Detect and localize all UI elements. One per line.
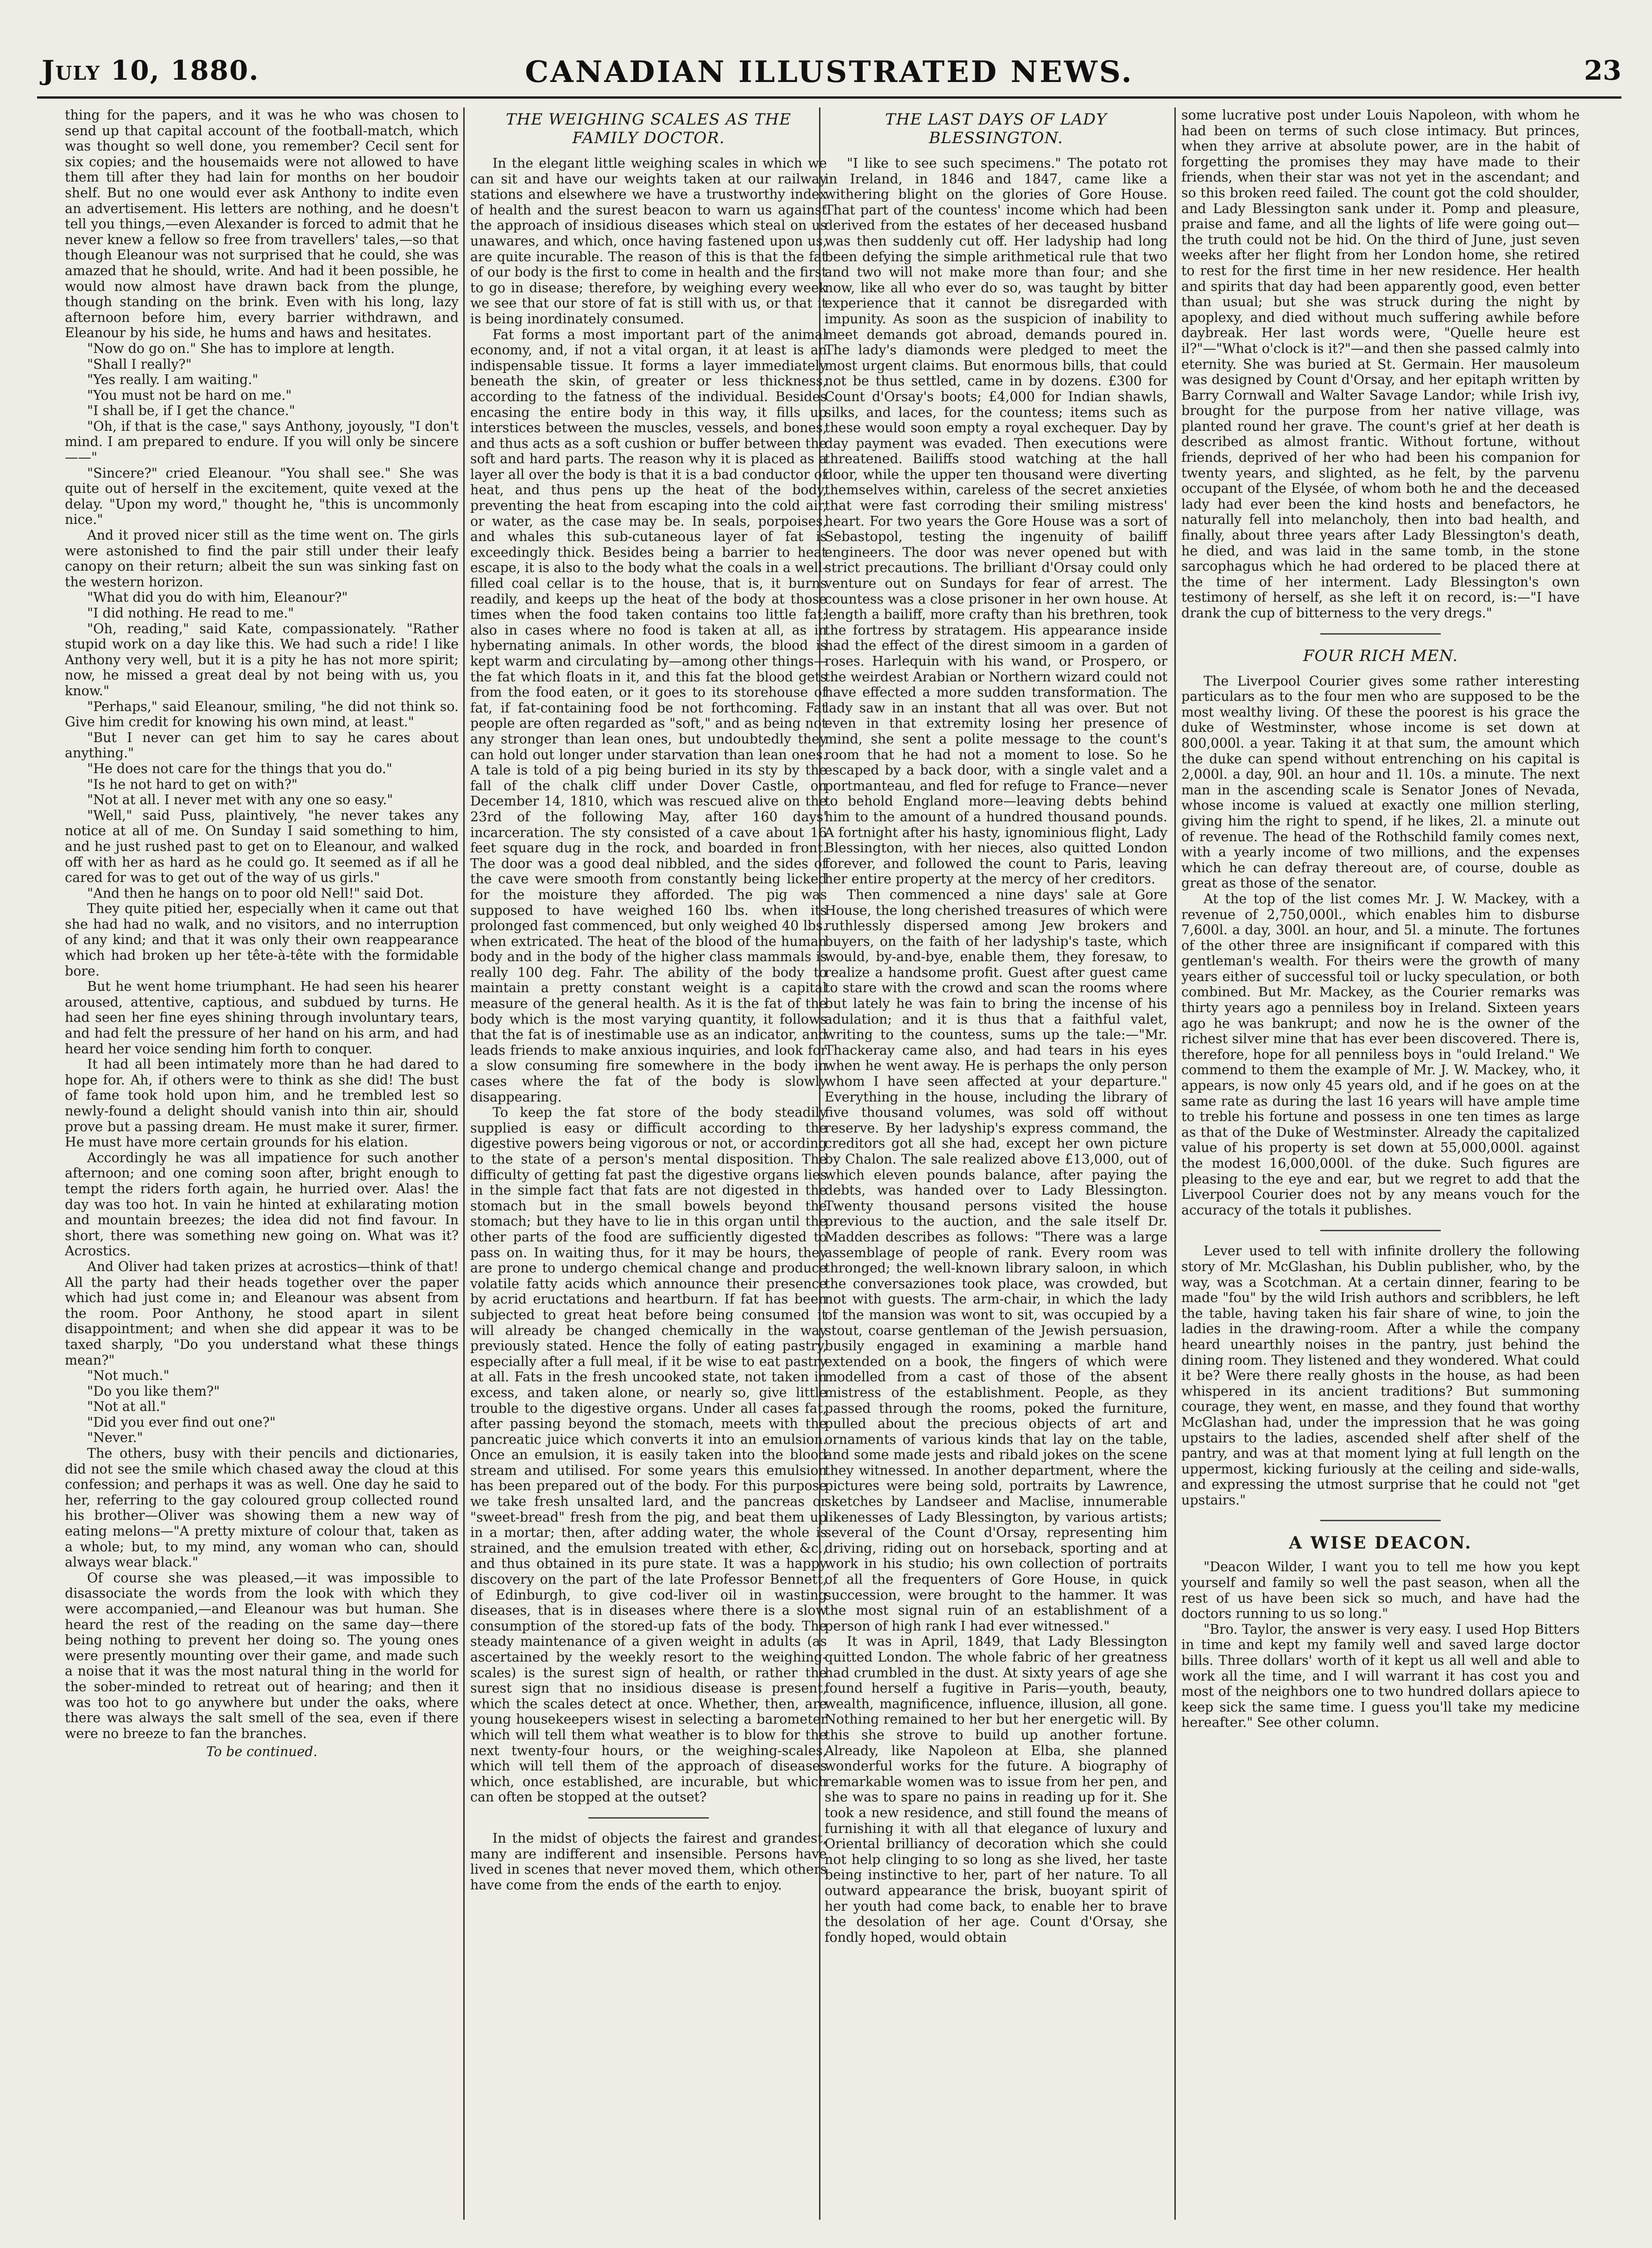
paragraph: "Oh, reading," said Kate, compassionately. "Rather stupid work on a day like this. We had such a ride! I like Anthony very well, but it is a pity he has not more spirit; now, he missed a great deal by not being with us, you know." xyxy=(65,621,459,699)
column-weighing-scales xyxy=(470,107,827,2220)
article-heading: THE LAST DAYS OF LADY BLESSINGTON. xyxy=(885,110,1107,147)
paragraph: "Oh, if that is the case," says Anthony, joyously, "I don't mind. I am prepared to endure. If you will only be sincere——" xyxy=(65,418,459,466)
paragraph: "I did nothing. He read to me." xyxy=(87,605,294,621)
paragraph: "Do you like them?" xyxy=(87,1383,220,1399)
paragraph: "Did you ever find out one?" xyxy=(87,1414,276,1430)
paragraph: "What did you do with him, Eleanour?" xyxy=(87,590,348,605)
paragraph: "Well," said Puss, plaintively, "he never takes any notice at all of me. On Sunday I said something to him, and he just rushed past to get on to Eleanour, and walked off with her as hard as he could go. It seemed as if all he cared for was to get out of the way of us girls." xyxy=(65,807,459,886)
paragraph: And Oliver had taken prizes at acrostics—think of that! All the party had their heads together over the paper which had just come in; and Eleanour was absent from the room. Poor Anthony, he stood apart in silent disappointment; and when she did appear it was to be taxed sharply, "Do you understand what these things mean?" xyxy=(65,1259,459,1368)
paragraph: And it proved nicer still as the time went on. The girls were astonished to find the pair still under their leafy canopy on their return; albeit the sun was sinking fast on the western horizon. xyxy=(65,528,459,590)
masthead xyxy=(37,41,1621,99)
paragraph: "He does not care for the things that you do." xyxy=(87,761,392,776)
article-heading: THE WEIGHING SCALES AS THE FAMILY DOCTOR. xyxy=(505,110,792,147)
paragraph: It had all been intimately more than he had dared to hope for. Ah, if others were to think as she did! The bust of fame took hold upon him, and he trembled lest so newly-found a delight should vanish into thin air, should prove but a passing dream. He must make it surer, firmer. He must have more certain grounds for his elation. xyxy=(65,1057,459,1150)
paragraph: "Is he not hard to get on with?" xyxy=(87,776,298,792)
paragraph: They quite pitied her, especially when it came out that she had had no walk, and no visitors, and no interruption of any kind; and that it was only their own reappearance which had broken up her tête-à-tête with the formidable bore. xyxy=(65,901,459,979)
paragraph: "But I never can get him to say he cares about anything." xyxy=(65,730,459,761)
paragraph: "Sincere?" cried Eleanour. "You shall see." She was quite out of herself in the excitement, quite vexed at the delay. "Upon my word," thought he, "this is uncommonly nice." xyxy=(65,465,459,528)
issue-date: July 10, 1880. xyxy=(42,55,259,86)
section-divider xyxy=(588,1817,709,1819)
paragraph: "Yes really. I am waiting." xyxy=(87,372,259,388)
paragraph: "I shall be, if I get the chance." xyxy=(87,403,295,419)
section-divider xyxy=(1320,633,1441,635)
paragraph: some lucrative post under Louis Napoleon, with whom he had been on terms of such close intimacy. But princes, when they arrive at absolute power, are in the habit of forgetting the promises they may have made to their friends, when their star was not yet in the ascendant; and so this broken reed failed. The count got the cold shoulder, and Lady Blessington sank under it. Pomp and pleasure, praise and fame, and all the lights of life were going out—the truth could not be hid. On the third of June, just seven weeks after her flight from her London home, she retired to rest for the first time in her new residence. Her health and spirits that day had been apparently good, even better than usual; but she was struck during the night by apoplexy, and died without much suffering awhile before daybreak. Her last words were, "Quelle heure est il?"—"What o'clock is it?"—and then she passed calmly into eternity. She was buried at St. Germain. Her mausoleum was designed by Count d'Orsay, and her epitaph written by Barry Cornwall and Walter Savage Landor; while Irish ivy, brought for the purpose from her native village, was planted round her grave. The count's grief at her death is described as almost frantic. Without fortune, without friends, deprived of her who had been his companion for twenty years, and slighted, as he felt, by the parvenu occupant of the Elysée, of whom both he and the deceased lady had ever been the kind hosts and benefactors, he naturally fell into melancholy, then into bad health, and finally, about three years after Lady Blessington's death, he died, and was laid in the same tomb, in the stone sarcophagus which he had ordered to be placed there at the time of her interment. Lady Blessington's own testimony of herself, as she left it on record, is:—"I have drank the cup of bitterness to the very dregs." xyxy=(1181,107,1580,621)
newspaper-title: CANADIAN ILLUSTRATED NEWS. xyxy=(525,55,1134,89)
paragraph: "Now do go on." She has to implore at length. xyxy=(87,340,395,356)
paragraph: "Perhaps," said Eleanour, smiling, "he did not think so. Give him credit for knowing his own mind, at least." xyxy=(65,699,459,730)
paragraph: It was in April, 1849, that Lady Blessington quitted London. The whole fabric of her greatness had crumbled in the dust. At sixty years of age she found herself a fugitive in Paris—youth, beauty, wealth, magnificence, influence, illusion, all gone. Nothing remained to her but her energetic will. By this she strove to build up another fortune. Already, like Napoleon at Elba, she planned wonderful works for the future. A biography of remarkable women was to issue from her pen, and she was to spare no pains in reading up for it. She took a new residence, and still found the means of furnishing it with all that elegance of luxury and Oriental brilliancy of decoration which she could not help clinging to so long as she lived, her taste being instinctive to her, part of her nature. To all outward appearance the brisk, buoyant spirit of her youth had come back, to enable her to brave the desolation of her age. Count d'Orsay, she fondly hoped, would obtain xyxy=(825,1634,1167,1945)
paragraph: "Not at all. I never met with any one so easy." xyxy=(87,792,393,808)
column-miscellany xyxy=(1181,107,1580,2220)
paragraph: In the midst of objects the fairest and grandest, many are indifferent and insensible. Persons have lived in scenes that never moved them, which others have come from the ends of the earth to enjoy. xyxy=(470,1830,827,1893)
paragraph: Accordingly he was all impatience for such another afternoon; and one coming soon after, bright enough to tempt the riders forth again, he hurried over. Alas! the day was too hot. In vain he hinted at exhilarating motion and mountain breezes; the idea did not find favour. In short, there was something new going on. What was it? Acrostics. xyxy=(65,1150,459,1259)
paragraph: "Deacon Wilder, I want you to tell me how you kept yourself and family so well the past season, when all the rest of us have been sick so much, and have had the doctors running to us so long." xyxy=(1181,1559,1580,1622)
column-story-continuation xyxy=(65,107,459,2220)
paragraph: "Shall I really?" xyxy=(87,356,192,372)
paragraph: "I like to see such specimens." The potato rot in Ireland, in 1846 and 1847, came like a withering blight on the glories of Gore House. That part of the countess' income which had been derived from the estates of her deceased husband was then suddenly cut off. Her ladyship had long been defying the simple arithmetical rule that two and two will not make more than four; and she now, like all who ever do so, was taught by bitter experience that it cannot be disregarded with impunity. As soon as the suspicion of inability to meet demands got abroad, demands poured in. The lady's diamonds were pledged to meet the most urgent claims. But enormous bills, that could not be thus settled, came in by dozens. £300 for Count d'Orsay's boots; £4,000 for Indian shawls, silks, and laces, for the countess; items such as these would soon empty a royal exchequer. Day by day payment was evaded. Then executions were threatened. Bailiffs stood watching at the hall door, while the upper ten thousand were diverting themselves within, careless of the secret anxieties that were fast corroding their smiling mistress' heart. For two years the Gore House was a sort of Sebastopol, testing the ingenuity of bailiff engineers. The door was never opened but with strict precautions. The brilliant d'Orsay could only venture out on Sundays for fear of arrest. The countess was a close prisoner in her own house. At length a bailiff, more crafty than his brethren, took the fortress by stratagem. His appearance inside had the effect of the direst simoom in a garden of roses. Harlequin with his wand, or Prospero, or the weirdest Arabian or Northern wizard could not have effected a more sudden transformation. The lady saw in an instant that all was over. But not even in that extremity losing her presence of mind, she sent a polite message to the count's room that he had not a moment to lose. So he escaped by a back door, with a single valet and a portmanteau, and fled for refuge to France—never to behold England more—leaving debts behind him to the amount of a hundred thousand pounds. A fortnight after his hasty, ignominious flight, Lady Blessington, with her nieces, also quitted London forever, and followed the count to Paris, leaving her entire property at the mercy of her creditors. xyxy=(825,156,1167,887)
paragraph: Fat forms a most important part of the animal economy, and, if not a vital organ, it at least is an indispensable tissue. It forms a layer immediately beneath the skin, of greater or less thickness, according to the fatness of the individual. Besides encasing the entire body in this way, it fills up interstices between the muscles, vessels, and bones, and thus acts as a soft cushion or buffer between the soft and hard parts. The reason why it is placed as a layer all over the body is that it is a bad conductor of heat, and thus pens up the heat of the body, preventing the heat from escaping into the cold air, or water, as the case may be. In seals, porpoises, and whales this sub-cutaneous layer of fat is exceedingly thick. Besides being a barrier to heat escape, it is also to the body what the coals in a well-filled coal cellar is to the house, that is, it burns readily, and keeps up the heat of the body at those times when the food taken contains too little fat; also in cases where no food is taken at all, as in hybernating animals. In other words, the blood is kept warm and circulating by—among other things—the fat which floats in it, and this fat the blood gets from the food eaten, or it goes to its storehouse of fat, if fat-containing food be not forthcoming. Fat people are often regarded as "soft," and as being not any stronger than lean ones, but undoubtedly they can hold out longer under starvation than lean ones. A tale is told of a pig being buried in its sty by the fall of the chalk cliff under Dover Castle, on December 14, 1810, which was rescued alive on the 23rd of the following May, after 160 days' incarceration. The sty consisted of a cave about 16 feet square dug in the rock, and boarded in front. The door was a good deal nibbled, and the sides of the cave were smooth from constantly being licked for the moisture they afforded. The pig was supposed to have weighed 160 lbs. when its prolonged fast commenced, but only weighed 40 lbs. when extricated. The heat of the blood of the human body and in the body of the higher class mammals is really 100 deg. Fahr. The ability of the body to maintain a pretty constant weight is a capital measure of the general health. As it is the fat of the body which is the most varying quantity, it follows that the fat is of inestimable use as an indicator, and leads friends to make anxious inquiries, and look for a slow consuming fire somewhere in the body in cases where the fat of the body is slowly disappearing. xyxy=(470,327,827,1105)
paragraph: Of course she was pleased,—it was impossible to disassociate the words from the look with which they were accompanied,—and Eleanour was but human. She heard the rest of the reading on the same day—there being nothing to prevent her doing so. The young ones were presently mounting over their game, and made such a noise that it was the most natural thing in the world for the sober-minded to retreat out of hearing; and then it was too hot to go anywhere but under the oaks, where there was always the salt smell of the sea, even if there were no breeze to fan the branches. xyxy=(65,1570,459,1741)
article-heading: FOUR RICH MEN. xyxy=(1303,646,1458,665)
column-divider xyxy=(1174,107,1176,2220)
paragraph: At the top of the list comes Mr. J. W. Mackey, with a revenue of 2,750,000l., which enables him to disburse 7,600l. a day, 300l. an hour, and 5l. a minute. The fortunes of the other three are insignificant if compared with this gentleman's wealth. For theirs were the growth of many years either of successful toil or lucky speculation, or both combined. But Mr. Mackey, as the Courier remarks was thirty years ago a penniless boy in Ireland. Sixteen years ago he was bankrupt; and now he is the owner of the richest silver mine that has ever been discovered. There is, therefore, hope for all penniless boys in "ould Ireland." We commend to them the example of Mr. J. W. Mackey, who, it appears, is now only 45 years old, and if he goes on at the same rate as during the last 16 years will have ample time to treble his fortune and possess in one ten times as large as that of the Duke of Westminster. Already the capitalized value of his property is set down at 55,000,000l. against the modest 16,000,000l. of the duke. Such figures are pleasing to the eye and ear, but we regret to add that the Liverpool Courier does not by any means vouch for the accuracy of the totals it publishes. xyxy=(1181,891,1580,1218)
paragraph: Then commenced a nine days' sale at Gore House, the long cherished treasures of which were ruthlessly dispersed among Jew brokers and buyers, on the faith of her ladyship's taste, which would, by-and-bye, enable them, they foresaw, to realize a handsome profit. Guest after guest came to stare with the crowd and scan the rooms where but lately he was fain to bring the incense of his adulation; and it is thus that a faithful valet, writing to the countess, sums up the tale:—"Mr. Thackeray came also, and had tears in his eyes when he went away. He is perhaps the only person whom I have seen affected at your departure." Everything in the house, including the library of five thousand volumes, was sold off without reserve. By her ladyship's express command, the creditors got all she had, except her own picture by Chalon. The sale realized above £13,000, out of which eleven pounds balance, after paying the debts, was handed over to Lady Blessington. Twenty thousand persons visited the house previous to the auction, and the sale itself Dr. Madden describes as follows: "There was a large assemblage of people of rank. Every room was thronged; the well-known library saloon, in which the conversaziones took place, was crowded, but not with guests. The arm-chair, in which the lady of the mansion was wont to sit, was occupied by a stout, coarse gentleman of the Jewish persuasion, busily engaged in examining a marble hand extended on a book, the fingers of which were modelled from a cast of those of the absent mistress of the establishment. People, as they passed through the rooms, poked the furniture, pulled about the precious objects of art and ornaments of various kinds that lay on the table, and some made jests and ribald jokes on the scene they witnessed. In another department, where the pictures were being sold, portraits by Lawrence, sketches by Landseer and Maclise, innumerable likenesses of Lady Blessington, by various artists; several of the Count d'Orsay, representing him driving, riding out on horseback, sporting and at work in his studio; his own collection of portraits of all the frequenters of Gore House, in quick succession, were brought to the hammer. It was the most signal ruin of an establishment of a person of high rank I had ever witnessed." xyxy=(825,887,1167,1634)
paragraph: "Never." xyxy=(87,1430,143,1446)
article-heading: A WISE DEACON. xyxy=(1289,1533,1472,1553)
paragraph: "Not at all." xyxy=(87,1399,166,1415)
column-lady-blessington xyxy=(825,107,1167,2220)
paragraph: The others, busy with their pencils and dictionaries, did not see the smile which chased away the cloud at this confession; and perhaps it was as well. One day he said to her, referring to the gay coloured group collected round his brother—Oliver was showing them a new way of eating melons—"A pretty mixture of colour that, taken as a whole; but, to my mind, any woman who can, should always wear black." xyxy=(65,1446,459,1570)
to-be-continued: To be continued. xyxy=(206,1744,318,1760)
paragraph: "You must not be hard on me." xyxy=(87,387,292,403)
page-number: 23 xyxy=(1584,55,1621,86)
paragraph: To keep the fat store of the body steadily supplied is easy or difficult according to the digestive powers being vigorous or not, or according to the state of a person's mental disposition. The difficulty of getting fat past the digestive organs lies in the simple fact that fats are not digested in the stomach but in the small bowels beyond the stomach; but they have to lie in this organ until the other parts of the food are sufficiently digested to pass on. In waiting thus, for it may be hours, they are prone to undergo chemical change and produce volatile fatty acids which announce their presence by acrid eructations and heartburn. If fat has been subjected to great heat before being consumed it will already be changed chemically in the way previously stated. Hence the folly of eating pastry, especially after a full meal, if it be wise to eat pastry at all. Fats in the fresh uncooked state, not taken in excess, and taken alone, or nearly so, give little trouble to the digestive organs. Under all cases fat, after passing beyond the stomach, meets with the pancreatic juice which converts it into an emulsion. Once an emulsion, it is easily taken into the blood stream and utilised. For some years this emulsion has been prepared out of the body. For this purpose we take fresh unsalted lard, and the pancreas or "sweet-bread" fresh from the pig, and beat them up in a mortar; then, after adding water, the whole is strained, and the emulsion treated with ether, &c., and thus obtained in its pure state. It was a happy discovery on the part of the late Professor Bennett, of Edinburgh, to give cod-liver oil in wasting diseases, that is in diseases where there is a slow consumption of the stored-up fats of the body. The steady maintenance of a given weight in adults (as ascertained by the weekly resort to the weighing-scales) is the surest sign of health, or rather the surest sign that no insidious disease is present, which the scales detect at once. Whether, then, are young housekeepers wisest in selecting a barometer which will tell them what weather is to blow for the next twenty-four hours, or the weighing-scales, which will tell them of the approach of diseases which, once established, are incurable, but which can often be stopped at the outset? xyxy=(470,1105,827,1805)
paragraph: "And then he hangs on to poor old Nell!" said Dot. xyxy=(87,885,424,901)
section-divider xyxy=(1320,1230,1441,1231)
paragraph: Lever used to tell with infinite drollery the following story of Mr. McGlashan, his Dublin publisher, who, by the way, was a Scotchman. At a certain dinner, fearing to be made "fou" by the wild Irish authors and scribblers, he left the table, having taken his fair share of wine, to join the ladies in the drawing-room. After a while the company heard unearthly noises in the pantry, just behind the dining room. They listened and they wondered. What could it be? Were there really ghosts in the house, as had been whispered in its ancient traditions? But summoning courage, they went, en masse, and they found that worthy McGlashan had, under the impression that he was going upstairs to the ladies, ascended shelf after shelf of the pantry, and was at that moment lying at full length on the uppermost, kicking furiously at the ceiling and side-walls, and expressing the utmost surprise that he could not "get upstairs." xyxy=(1181,1243,1580,1508)
paragraph: "Bro. Taylor, the answer is very easy. I used Hop Bitters in time and kept my family well and saved large doctor bills. Three dollars' worth of it kept us all well and able to work all the time, and I will warrant it has cost you and most of the neighbors one to two hundred dollars apiece to keep sick the same time. I guess you'll take my medicine hereafter." See other column. xyxy=(1181,1621,1580,1731)
section-divider xyxy=(1320,1520,1441,1521)
paragraph: The Liverpool Courier gives some rather interesting particulars as to the four men who are supposed to be the most wealthy living. Of these the poorest is his grace the duke of Westminster, whose income is set down at 800,000l. a year. Taking it at that sum, the amount which the duke can spend without entrenching on his capital is 2,000l. a day, 90l. an hour and 1l. 10s. a minute. The next man in the ascending scale is Senator Jones of Nevada, whose income is valued at exactly one million sterling, giving him the right to spend, if he likes, 2l. a minute out of revenue. The head of the Rothschild family comes next, with a yearly income of two millions, and the expenses which he can defray thereout are, of course, double as great as those of the senator. xyxy=(1181,673,1580,891)
paragraph: "Not much." xyxy=(87,1368,170,1384)
paragraph: In the elegant little weighing scales in which we can sit and have our weights taken at our railway stations and elsewhere we have a trustworthy index of health and the surest beacon to warn us against the approach of insidious diseases which steal on us unawares, and which, once having fastened upon us, are quite incurable. The reason of this is that the fat of our body is the first to come in health and the first to go in disease; therefore, by weighing every week we see that our store of fat is still with us, or that it is being inordinately consumed. xyxy=(470,156,827,327)
paragraph: thing for the papers, and it was he who was chosen to send up that capital account of the football-match, which was thought so well done, you remember? Cecil sent for six copies; and the housemaids were not allowed to have them till after they had lain for months on her boudoir shelf. But no one would ever ask Anthony to indite even an advertisement. His letters are nothing, and he doesn't tell you things,—even Alexander is forced to admit that he never knew a fellow so free from travellers' tales,—so that though Eleanour was not surprised that he could, she was amazed that he should, write. And had it been possible, he would now almost have drawn back from the plunge, though standing on the brink. Even with his long, lazy afternoon before him, every barrier withdrawn, and Eleanour by his side, he hums and haws and hesitates. xyxy=(65,107,459,341)
paragraph: But he went home triumphant. He had seen his hearer aroused, attentive, captious, and subdued by turns. He had seen her fine eyes shining through involuntary tears, and had felt the pressure of her hand on his arm, and had heard her voice sending him forth to conquer. xyxy=(65,979,459,1057)
column-divider xyxy=(463,107,465,2220)
